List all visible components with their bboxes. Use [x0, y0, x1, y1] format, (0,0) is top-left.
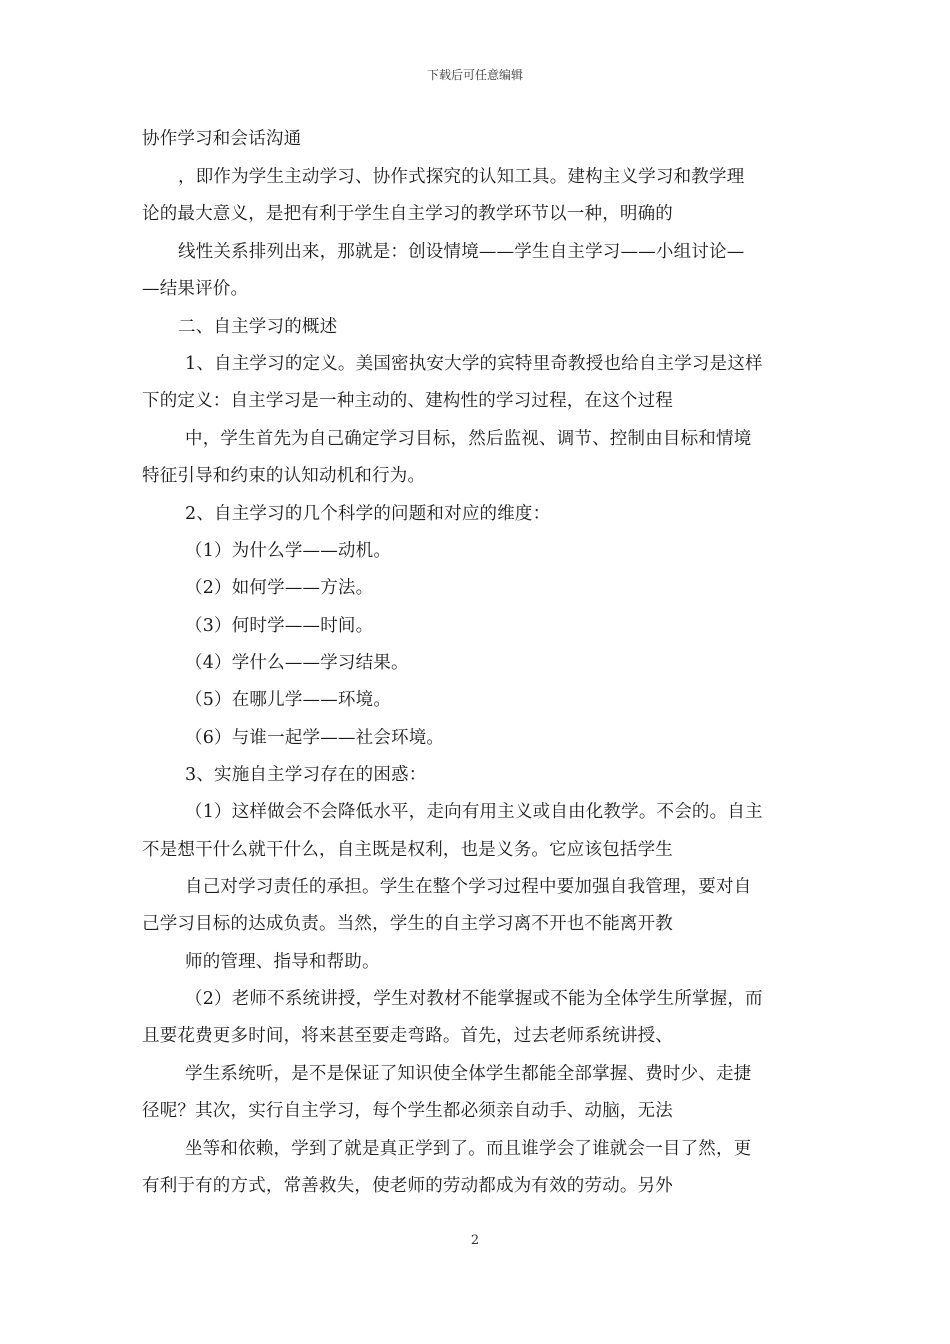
list-item: （6）与谁一起学——社会环境。 [185, 728, 445, 748]
text-line: ，即作为学生主动学习、协作式探究的认知工具。建构主义学习和教学理 [178, 167, 745, 187]
text-line: 线性关系排列出来，那就是：创设情境——学生自主学习——小组讨论— [178, 242, 745, 262]
text-line: —结果评价。 [142, 279, 249, 299]
text-line: 中，学生首先为自己确定学习目标，然后监视、调节、控制由目标和情境 [185, 429, 752, 449]
text-line: （2）老师不系统讲授，学生对教材不能掌握或不能为全体学生所掌握，而 [185, 989, 763, 1009]
text-line: （1）这样做会不会降低水平，走向有用主义或自由化教学。不会的。自主 [185, 802, 763, 822]
text-line: 己学习目标的达成负责。当然，学生的自主学习离不开也不能离开教 [142, 914, 673, 934]
list-item: （4）学什么——学习结果。 [185, 653, 409, 673]
text-line: 论的最大意义，是把有利于学生自主学习的教学环节以一种，明确的 [142, 204, 673, 224]
text-line: 径呢？其次，实行自主学习，每个学生都必须亲自动手、动脑，无法 [142, 1101, 673, 1121]
text-line: 下的定义：自主学习是一种主动的、建构性的学习过程，在这个过程 [142, 391, 673, 411]
text-line: 特征引导和约束的认知动机和行为。 [142, 466, 426, 486]
section-heading: 二、自主学习的概述 [178, 317, 338, 337]
text-line: 师的管理、指导和帮助。 [185, 952, 380, 972]
text-line: 协作学习和会话沟通 [142, 129, 302, 149]
text-line: 学生系统听，是不是保证了知识使全体学生都能全部掌握、费时少、走捷 [185, 1064, 752, 1084]
text-line: 2、自主学习的几个科学的问题和对应的维度： [185, 504, 551, 524]
page-header: 下载后可任意编辑 [426, 68, 523, 82]
page-number: 2 [470, 1233, 480, 1248]
list-item: （5）在哪儿学——环境。 [185, 690, 392, 710]
text-line: 不是想干什么就干什么，自主既是权利，也是义务。它应该包括学生 [142, 840, 673, 860]
list-item: （3）何时学——时间。 [185, 616, 374, 636]
list-item: （2）如何学——方法。 [185, 578, 374, 598]
text-line: 有利于有的方式，常善救失，使老师的劳动都成为有效的劳动。另外 [142, 1176, 673, 1196]
list-item: （1）为什么学——动机。 [185, 541, 392, 561]
text-line: 且要花费更多时间，将来甚至要走弯路。首先，过去老师系统讲授、 [142, 1026, 673, 1046]
text-line: 自己对学习责任的承担。学生在整个学习过程中要加强自我管理，要对自 [185, 877, 752, 897]
text-line: 坐等和依赖，学到了就是真正学到了。而且谁学会了谁就会一目了然，更 [185, 1139, 752, 1159]
text-line: 3、实施自主学习存在的困惑： [185, 765, 427, 785]
text-line: 1、自主学习的定义。美国密执安大学的宾特里奇教授也给自主学习是这样 [185, 354, 763, 374]
